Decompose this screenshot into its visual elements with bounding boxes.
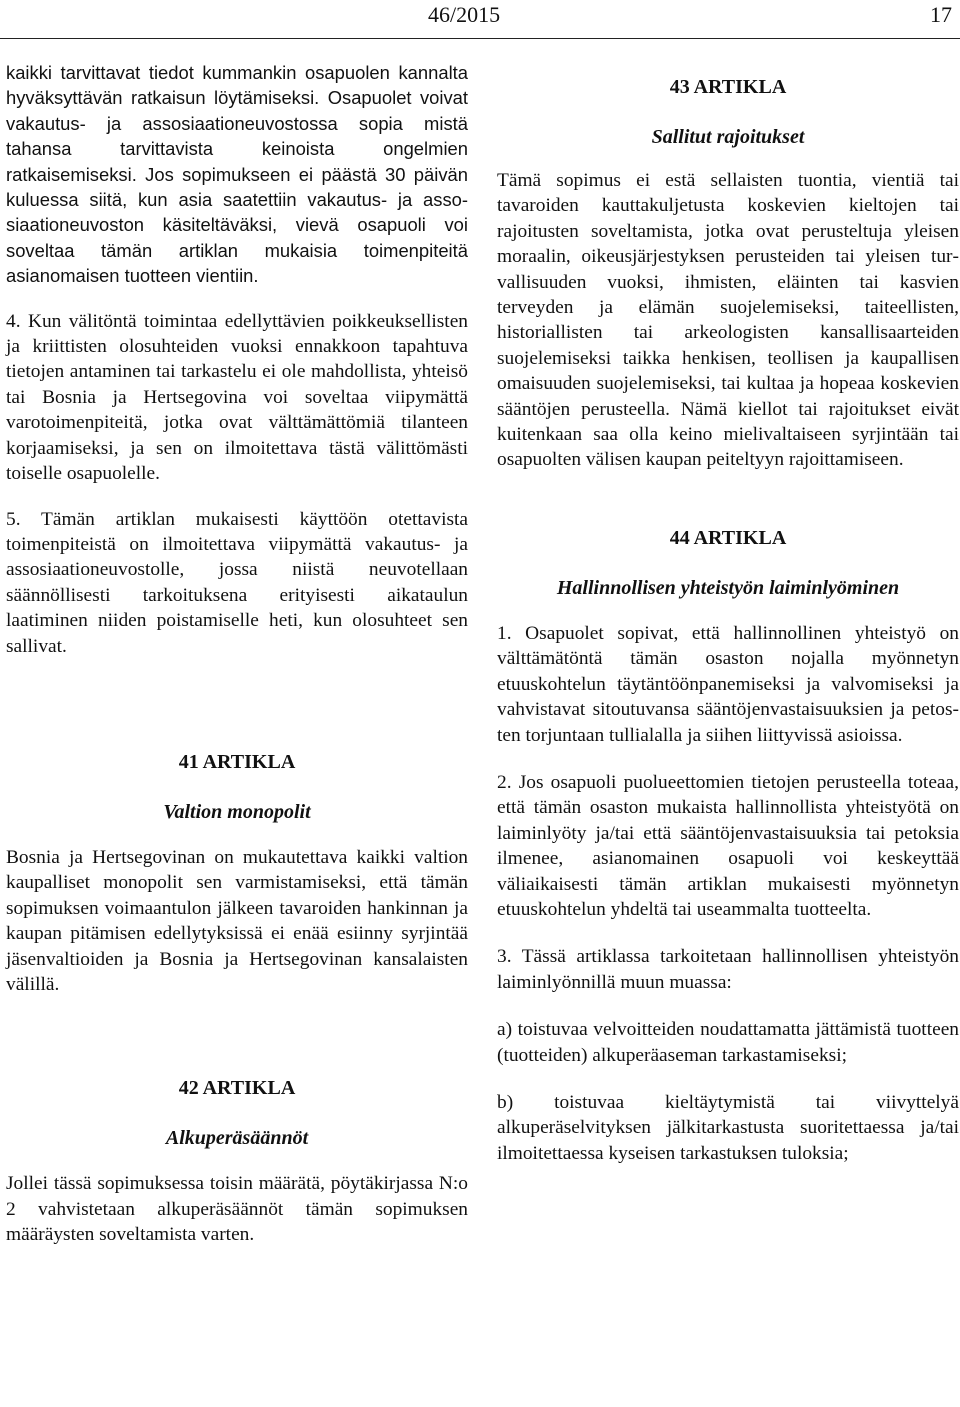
page-header — [0, 0, 960, 40]
article-44-paragraph-3: 3. Tässä artiklassa tarkoitetaan hallinnollisen yhteistyön laiminlyönnillä muun muassa: — [497, 946, 959, 993]
article-44-item-b: b) toistuvaa kieltäytymistä tai viivyttelyä alkuperäselvityksen jälkitarkastusta suoritettaessa ja/tai ilmoitettaessa kyseisen tarkastuksen tuloksia; — [497, 1091, 959, 1164]
article-41-text: Bosnia ja Hertsegovinan on mukautettava kaikki valtion kaupalliset monopolit sen varmistamiseksi, että tämän sopimuksen voimaantulon jälkeen tavaroiden hankinnan ja kaupan pitämisen edellytyksissä ei enää esiinny syrjintää jäsenvaltioiden ja Bosnia ja Hertsegovinan kansalaisten välillä. — [6, 846, 468, 995]
article-44-paragraph-2: 2. Jos osapuoli puolueettomien tietojen perusteella toteaa, että tämän osaston mukaista hallinnollista yhteistyötä on laiminlyöty ja/tai että sääntöjenvastaisuuksia tai petoksia ilmenee, asianomainen osapuoli voi keskeyttää väliaikaisesti tämän artiklan mukaisesti myönnetyn etuuskohtelun yhdeltä tai useammalta tuotteelta. — [497, 771, 959, 920]
left-column — [6, 60, 468, 1248]
article-44-paragraph-1: 1. Osapuolet sopivat, että hallinnollinen yhteistyö on välttämätöntä tämän osaston nojalla myönnetyn etuuskohtelun täytäntöönpanemiseksi ja valvomiseksi ja vahvistavat sitoutuvansa sääntöjenvastaisuuksien ja petosten torjuntaan tullialalla ja siihen liittyvissä asioissa. — [497, 622, 959, 746]
paragraph-5: 5. Tämän artiklan mukaisesti käyttöön otettavista toimenpiteistä on ilmoitettava viipymättä vakautus- ja assosiaationeuvostolle, jossa niistä neuvotellaan säännöllisesti tarkoituksena erityisesti aikataulun laatiminen niiden poistamiselle heti, kun olosuhteet sen sallivat. — [6, 508, 468, 657]
article-42-title: Alkuperäsäännöt — [165, 1127, 309, 1150]
article-41-heading: 41 ARTIKLA — [178, 750, 296, 773]
article-42-text: Jollei tässä sopimuksessa toisin määrätä, pöytäkirjassa N:o 2 vahvistetaan alkuperäsäännöt tämän sopimuksen määräysten soveltamista varten. — [6, 1173, 468, 1246]
header-divider — [0, 38, 960, 39]
issue-number: 46/2015 — [428, 2, 501, 27]
article-43-heading: 43 ARTIKLA — [669, 76, 787, 98]
right-column — [497, 60, 959, 1166]
article-41-title: Valtion monopolit — [163, 800, 311, 823]
paragraph-4: 4. Kun välitöntä toimintaa edellyttävien poikkeuksellisten ja kriittisten olosuhteiden vuoksi ennakkoon tapahtuva tietojen antaminen tai tarkastelu ei ole mahdollista, yhteisö tai Bosnia ja Hertsegovina voi soveltaa viipymättä varotoimenpiteitä, jotka ovat välttämättömiä tilanteen korjaamiseksi, ja sen on ilmoitettava tästä välittömästi toiselle osapuolelle. — [6, 310, 468, 485]
article-43-title: Sallitut rajoitukset — [651, 126, 805, 148]
article-43-text: Tämä sopimus ei estä sellaisten tuontia, vientiä tai tavaroiden kauttakuljetusta koskevien kieltojen tai rajoitusten soveltamista, jotka ovat perusteltuja yleisen moraalin, oikeusjärjestyksen perusteiden tai yleisen turvallisuuden vuoksi, ihmisten, eläinten tai kasvien terveyden ja elämän suojelemiseksi, taiteellisten, historiallisten tai arkeologisten kansallisaarteiden suojelemiseksi taikka henkisen, teollisen ja kaupallisen omaisuuden suojelemiseksi, tai kultaa ja hopeaa koskevien sääntöjen perusteella. Nämä kiellot tai rajoitukset eivät kuitenkaan saa olla keino mielivaltaiseen syrjintään tai osapuolten välisen kaupan peiteltyyn rajoittamiseen. — [497, 170, 959, 471]
article-44-title: Hallinnollisen yhteistyön laiminlyöminen — [556, 576, 900, 599]
paragraph-continuation: kaikki tarvittavat tiedot kummankin osapuolen kannalta hyväksyttävän ratkaisun löytämiseksi. Osapuolet voivat vakautus- ja assosiaationeuvostossa sopia mistä tahansa tarvittavista keinoista ongelmien ratkaisemiseksi. Jos sopimukseen ei päästä 30 päivän kuluessa siitä, kun asia saatettiin vakautus- ja assosiaationeuvoston käsiteltäväksi, vievä osapuoli voi soveltaa tämän artiklan mukaisia toimenpiteitä asianomaisen tuotteen vientiin. — [6, 62, 468, 287]
article-44-item-a: a) toistuvaa velvoitteiden noudattamatta jättämistä tuotteen (tuotteiden) alkuperäaseman tarkastamiseksi; — [497, 1019, 959, 1066]
page-number: 17 — [930, 2, 952, 27]
article-42-heading: 42 ARTIKLA — [178, 1077, 296, 1100]
article-44-heading: 44 ARTIKLA — [669, 526, 787, 549]
